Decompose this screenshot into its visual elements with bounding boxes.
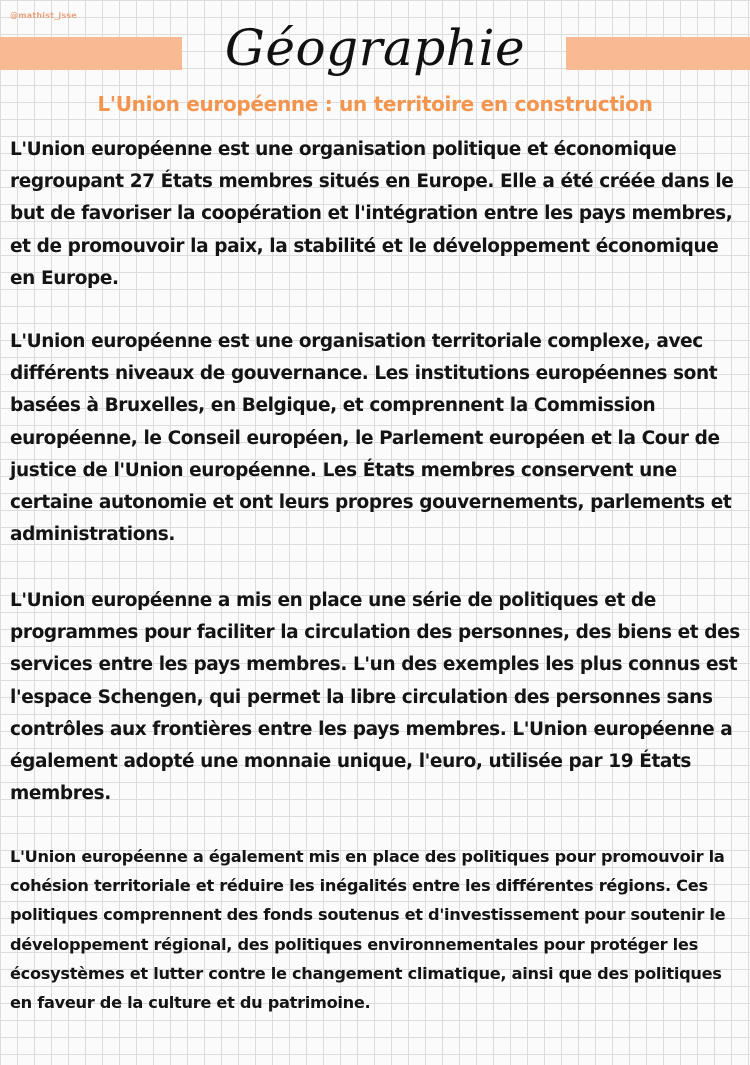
author-watermark: @mathist_jsse [10, 11, 77, 20]
page-subtitle: L'Union européenne : un territoire en construction [97, 92, 653, 116]
paragraph-governance: L'Union européenne est une organisation territoriale complexe, avec différents niveaux de gouvernance. Les institutions européennes sont basées à Bruxelles, en Belgique, et comprennent la Commission européenne, le Conseil européen, le Parlement européen et la Cour de justice de l'Union européenne. Les États membres conservent une certaine autonomie et ont leurs propres gouvernements, parlements et administrations. [10, 331, 732, 546]
paragraph-cohesion-policies: L'Union européenne a également mis en place des politiques pour promouvoir la cohésion territoriale et réduire les inégalités entre les différentes régions. Ces politiques comprennent des fonds soutenus et d'investissement pour soutenir le développement régional, des politiques environnementales pour protéger les écosystèmes et lutter contre le changement climatique, ainsi que des politiques en faveur de la culture et du patrimoine. [10, 847, 726, 1013]
paragraph-free-movement: L'Union européenne a mis en place une série de politiques et de programmes pour faciliter la circulation des personnes, des biens et des services entre les pays membres. L'un des exemples les plus connus est l'espace Schengen, qui permet la libre circulation des personnes sans contrôles aux frontières entre les pays membres. L'Union européenne a également adopté une monnaie unique, l'euro, utilisée par 19 États membres. [10, 590, 740, 805]
paragraph-introduction: L'Union européenne est une organisation politique et économique regroupant 27 États membres situés en Europe. Elle a été créée dans le but de favoriser la coopération et l'intégration entre les pays membres, et de promouvoir la paix, la stabilité et le développement économique en Europe. [10, 139, 734, 289]
page-title: Géographie [224, 19, 526, 77]
